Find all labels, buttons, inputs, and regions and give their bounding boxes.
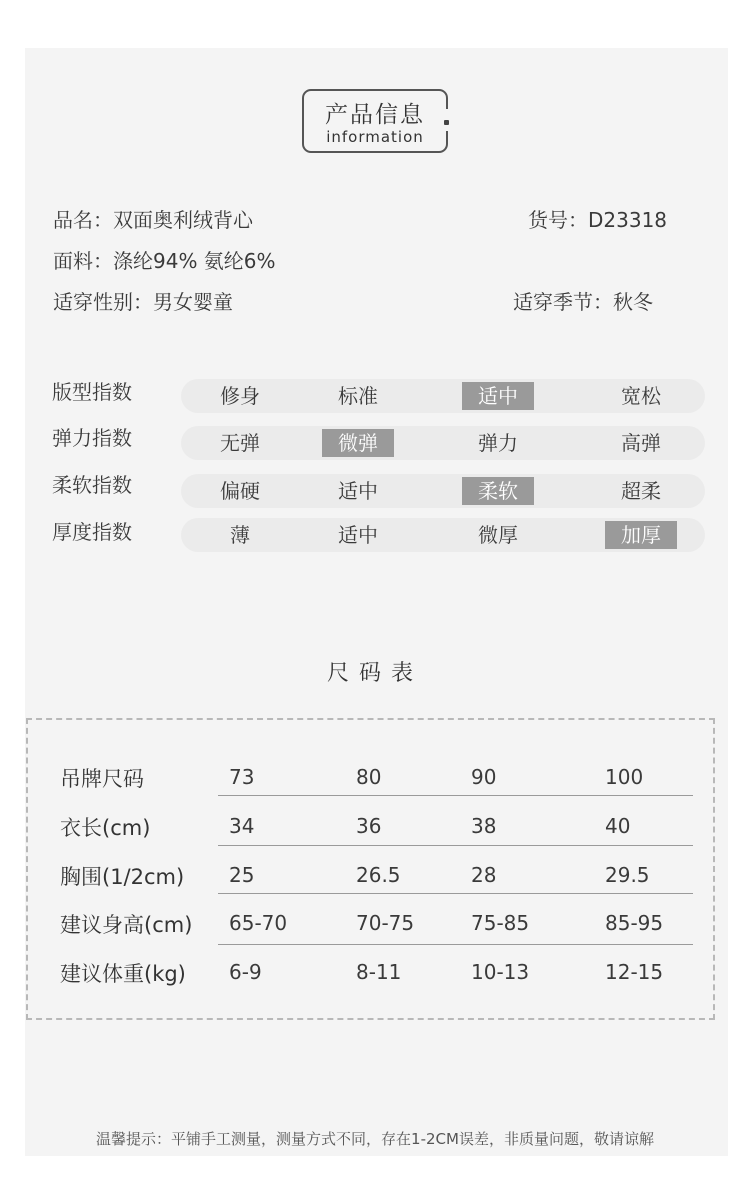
product-season: 适穿季节：秋冬 xyxy=(513,290,653,314)
index-label: 版型指数 xyxy=(52,380,132,404)
size-cell: 65-70 xyxy=(229,911,288,935)
size-row-divider xyxy=(218,944,693,945)
index-option: 适中 xyxy=(338,523,378,547)
size-row-divider xyxy=(218,893,693,894)
index-option-selected: 加厚 xyxy=(605,521,677,549)
size-cell: 85-95 xyxy=(605,911,664,935)
index-label: 厚度指数 xyxy=(52,520,132,544)
index-option: 标准 xyxy=(338,384,378,408)
size-table-title: 尺码表 xyxy=(326,661,423,686)
index-option-selected: 柔软 xyxy=(462,477,534,505)
index-option: 薄 xyxy=(230,523,250,547)
size-cell: 40 xyxy=(605,814,631,838)
size-cell: 8-11 xyxy=(356,960,402,984)
size-cell: 90 xyxy=(471,765,497,789)
index-option-selected: 微弹 xyxy=(322,429,394,457)
size-cell: 25 xyxy=(229,863,255,887)
size-cell: 75-85 xyxy=(471,911,530,935)
product-name: 品名：双面奥利绒背心 xyxy=(53,208,253,232)
size-cell: 100 xyxy=(605,765,644,789)
index-option: 弹力 xyxy=(478,431,518,455)
index-option: 微厚 xyxy=(478,523,518,547)
size-cell: 29.5 xyxy=(605,863,650,887)
size-cell: 80 xyxy=(356,765,382,789)
size-row-divider xyxy=(218,795,693,796)
index-option: 无弹 xyxy=(220,431,260,455)
size-cell: 36 xyxy=(356,814,382,838)
index-option: 修身 xyxy=(220,384,260,408)
product-sku: 货号：D23318 xyxy=(528,208,668,232)
size-cell: 70-75 xyxy=(356,911,415,935)
index-option-selected: 适中 xyxy=(462,382,534,410)
product-gender: 适穿性别：男女婴童 xyxy=(53,290,233,314)
section-title: 产品信息 xyxy=(325,102,425,128)
section-subtitle: information xyxy=(326,128,424,146)
size-cell: 12-15 xyxy=(605,960,664,984)
size-row-label: 吊牌尺码 xyxy=(60,767,144,791)
size-row-label: 建议身高(cm) xyxy=(60,913,193,937)
size-cell: 28 xyxy=(471,863,497,887)
index-option: 偏硬 xyxy=(220,479,260,503)
size-cell: 73 xyxy=(229,765,255,789)
index-label: 柔软指数 xyxy=(52,473,132,497)
index-label: 弹力指数 xyxy=(52,426,132,450)
product-material: 面料：涤纶94% 氨纶6% xyxy=(53,249,276,273)
size-cell: 38 xyxy=(471,814,497,838)
size-row-label: 建议体重(kg) xyxy=(60,962,186,986)
index-option: 超柔 xyxy=(621,479,661,503)
index-option: 宽松 xyxy=(621,384,661,408)
size-row-label: 胸围(1/2cm) xyxy=(60,865,185,889)
size-cell: 6-9 xyxy=(229,960,262,984)
index-option: 高弹 xyxy=(621,431,661,455)
size-row-label: 衣长(cm) xyxy=(60,816,151,840)
measurement-note: 温馨提示：平铺手工测量，测量方式不同，存在1-2CM误差，非质量问题，敬请谅解 xyxy=(96,1130,654,1148)
size-cell: 10-13 xyxy=(471,960,530,984)
index-option: 适中 xyxy=(338,479,378,503)
size-cell: 26.5 xyxy=(356,863,401,887)
size-cell: 34 xyxy=(229,814,255,838)
section-title-badge xyxy=(302,89,448,153)
size-row-divider xyxy=(218,845,693,846)
